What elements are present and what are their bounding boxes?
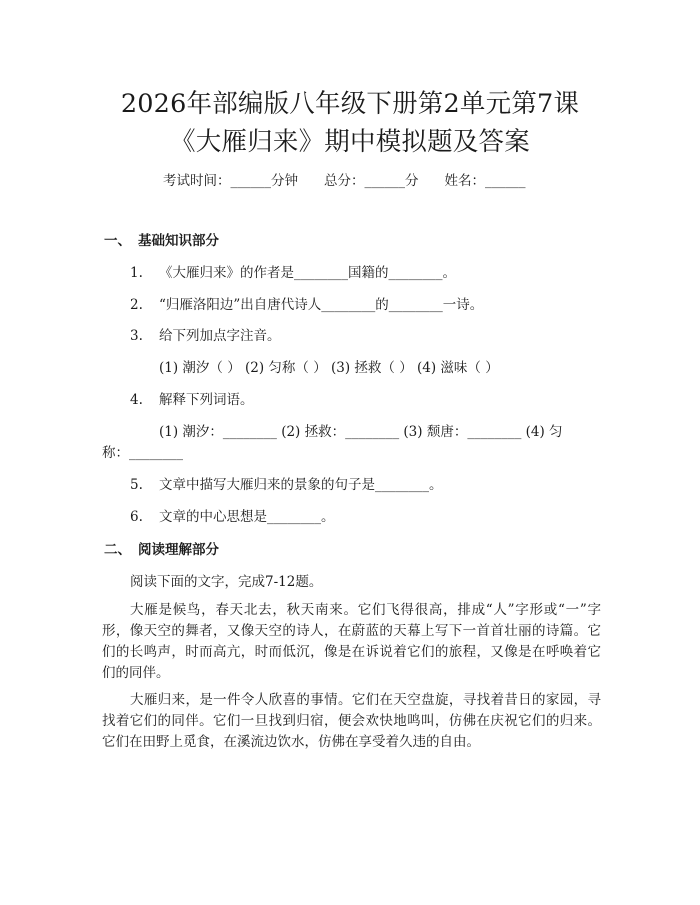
question-text: 给下列加点字注音。 bbox=[159, 328, 281, 344]
question-text: 解释下列词语。 bbox=[159, 392, 254, 408]
question-3-items: (1) 潮汐（ ） (2) 匀称（ ） (3) 拯救（ ） (4) 滋味（ ） bbox=[159, 360, 499, 376]
question-number: 4. bbox=[130, 392, 143, 408]
question-number: 5. bbox=[130, 477, 143, 493]
question-number: 3. bbox=[130, 328, 143, 344]
question-number: 2. bbox=[130, 297, 143, 313]
section-number: 一、 bbox=[104, 233, 131, 249]
question-4 bbox=[130, 388, 254, 408]
question-5 bbox=[130, 473, 443, 493]
question-1 bbox=[130, 261, 456, 281]
section-title: 基础知识部分 bbox=[138, 233, 219, 249]
reading-paragraph-1: 大雁是候鸟，春天北去，秋天南来。它们飞得很高，排成“人”字形或“一”字形，像天空的舞者，又像天空的诗人，在蔚蓝的天幕上写下一首首壮丽的诗篇。它们的长鸣声，时而高亢，时而低沉，像是在诉说着它们的旅程，又像是在呼唤着它们的同伴。 bbox=[102, 602, 601, 681]
section-heading-2 bbox=[104, 538, 219, 558]
section-number: 二、 bbox=[104, 542, 131, 558]
question-number: 1. bbox=[130, 265, 143, 281]
reading-intro: 阅读下面的文字，完成7-12题。 bbox=[130, 574, 323, 590]
question-4-items-continued: 称：________ bbox=[102, 445, 183, 461]
exam-meta bbox=[163, 169, 526, 189]
question-text: “归雁洛阳边”出自唐代诗人________的________一诗。 bbox=[159, 297, 484, 313]
question-6 bbox=[130, 505, 335, 525]
question-2 bbox=[130, 293, 483, 313]
question-3 bbox=[130, 324, 281, 344]
title-line-2: 《大雁归来》期中模拟题及答案 bbox=[170, 127, 530, 157]
total-score: 总分：______分 bbox=[324, 173, 419, 189]
question-text: 文章中描写大雁归来的景象的句子是________。 bbox=[159, 477, 443, 493]
student-name: 姓名：______ bbox=[444, 173, 526, 189]
question-text: 《大雁归来》的作者是________国籍的________。 bbox=[159, 265, 456, 281]
exam-time: 考试时间：______分钟 bbox=[163, 173, 298, 189]
title-line-1: 2026年部编版八年级下册第2单元第7课 bbox=[120, 89, 580, 119]
section-heading-1 bbox=[104, 229, 219, 249]
section-title: 阅读理解部分 bbox=[138, 542, 219, 558]
question-text: 文章的中心思想是________。 bbox=[159, 509, 335, 525]
question-4-items: (1) 潮汐：________ (2) 拯救：________ (3) 颓唐：________ (4) 匀 bbox=[159, 424, 563, 440]
question-number: 6. bbox=[130, 509, 143, 525]
reading-paragraph-2: 大雁归来，是一件令人欣喜的事情。它们在天空盘旋，寻找着昔日的家园，寻找着它们的同伴。它们一旦找到归宿，便会欢快地鸣叫，仿佛在庆祝它们的归来。它们在田野上觅食，在溪流边饮水，仿佛在享受着久违的自由。 bbox=[102, 692, 601, 750]
